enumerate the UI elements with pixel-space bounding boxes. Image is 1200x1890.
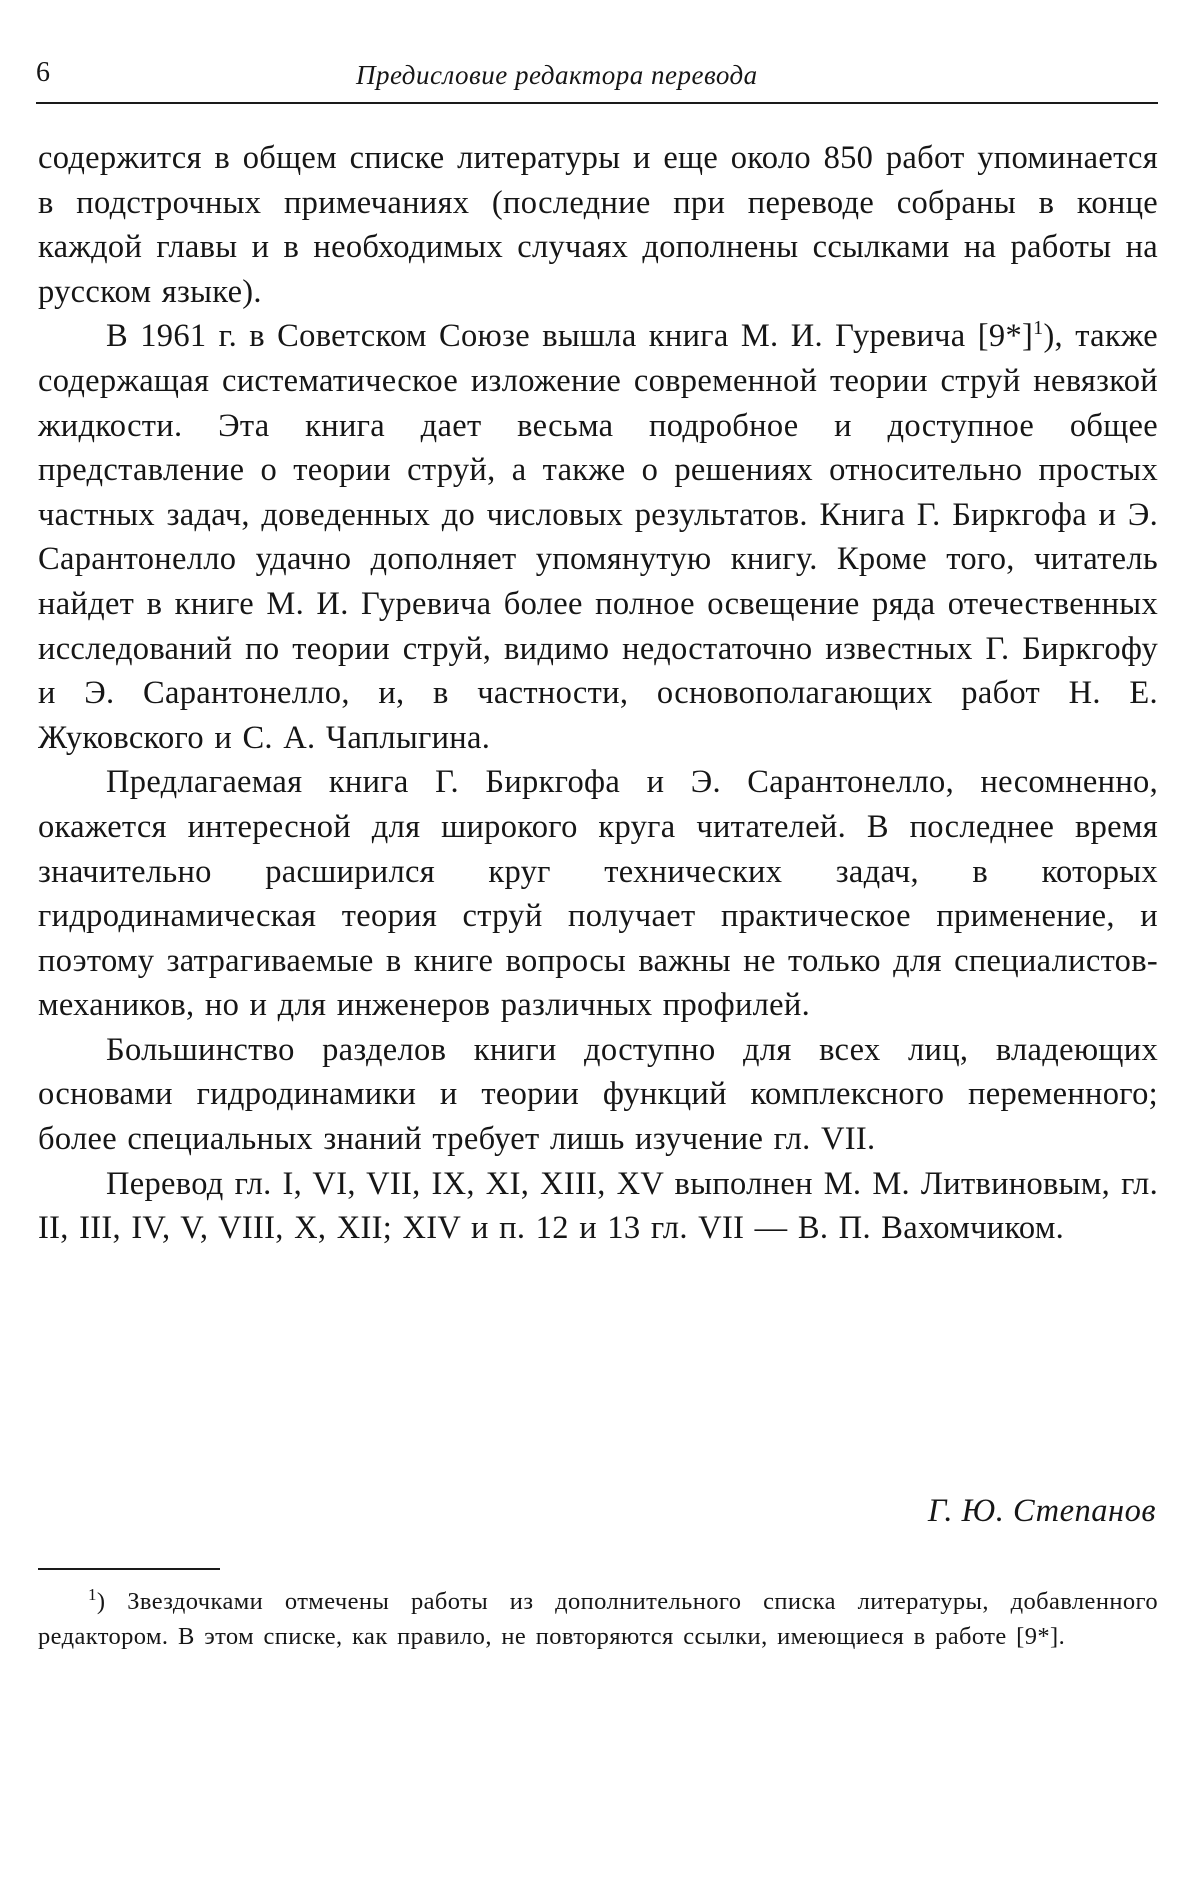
- paragraph-translators: Перевод гл. I, VI, VII, IX, XI, XIII, XV выполнен М. М. Литвиновым, гл. II, III, IV, V, VIII, X, XII; XIV и п. 12 и 13 гл. VII — В. П. Вахомчиком.: [38, 1165, 1158, 1247]
- paragraph-continued: содержится в общем списке литературы и еще около 850 работ упоминается в подстрочных примечаниях (последние при переводе собраны в конце каждой главы и в необходимых случаях дополнены ссылками на работы на русском языке).: [38, 140, 1158, 310]
- footnote-text: ) Звездочками отмечены работы из дополнительного списка литературы, добавленного редактором. В этом списке, как правило, не повторяются ссылки, имеющиеся в работе [9*].: [38, 1588, 1158, 1650]
- running-head: [36, 56, 1156, 98]
- main-text: [38, 136, 1158, 1251]
- paragraph-readership: Предлагаемая книга Г. Биркгофа и Э. Сарантонелло, несомненно, окажется интересной для широкого круга читателей. В последнее время значительно расширился круг технических задач, в которых гидродинамическая теория струй получает практическое применение, и поэтому затрагиваемые в книге вопросы важны не только для специалистов-механиков, но и для инженеров различных профилей.: [38, 764, 1158, 1024]
- paragraph-prerequisites: Большинство разделов книги доступно для всех лиц, владеющих основами гидродинамики и теории функций комплексного переменного; более специальных знаний требует лишь изучение гл. VII.: [38, 1031, 1158, 1158]
- paragraph-gurevich-book: [38, 314, 1158, 760]
- paragraph-gurevich-text-start: В 1961 г. в Советском Союзе вышла книга М. И. Гуревича [9*]: [106, 318, 1034, 355]
- footnote: [38, 1584, 1158, 1654]
- header-rule: [36, 102, 1158, 104]
- footnote-reference: 1: [1033, 317, 1044, 340]
- page-number: 6: [36, 57, 50, 88]
- running-title: Предисловие редактора перевода: [356, 60, 758, 90]
- editor-signature: Г. Ю. Степанов: [927, 1493, 1156, 1529]
- footnote-rule: [38, 1568, 220, 1570]
- paragraph-gurevich-text-end: ), также содержащая систематическое изложение современной теории струй невязкой жидкости. Эта книга дает весьма подробное и доступное общее представление о теории струй, а также о решениях относительно простых частных задач, доведенных до числовых результатов. Книга Г. Биркгофа и Э. Сарантонелло удачно дополняет упомянутую книгу. Кроме того, читатель найдет в книге М. И. Гуревича более полное освещение ряда отечественных исследований по теории струй, видимо недостаточно известных Г. Биркгофу и Э. Сарантонелло, и, в частности, основополагающих работ Н. Е. Жуковского и С. А. Чаплыгина.: [38, 318, 1158, 756]
- footnote-mark: 1: [88, 1585, 97, 1604]
